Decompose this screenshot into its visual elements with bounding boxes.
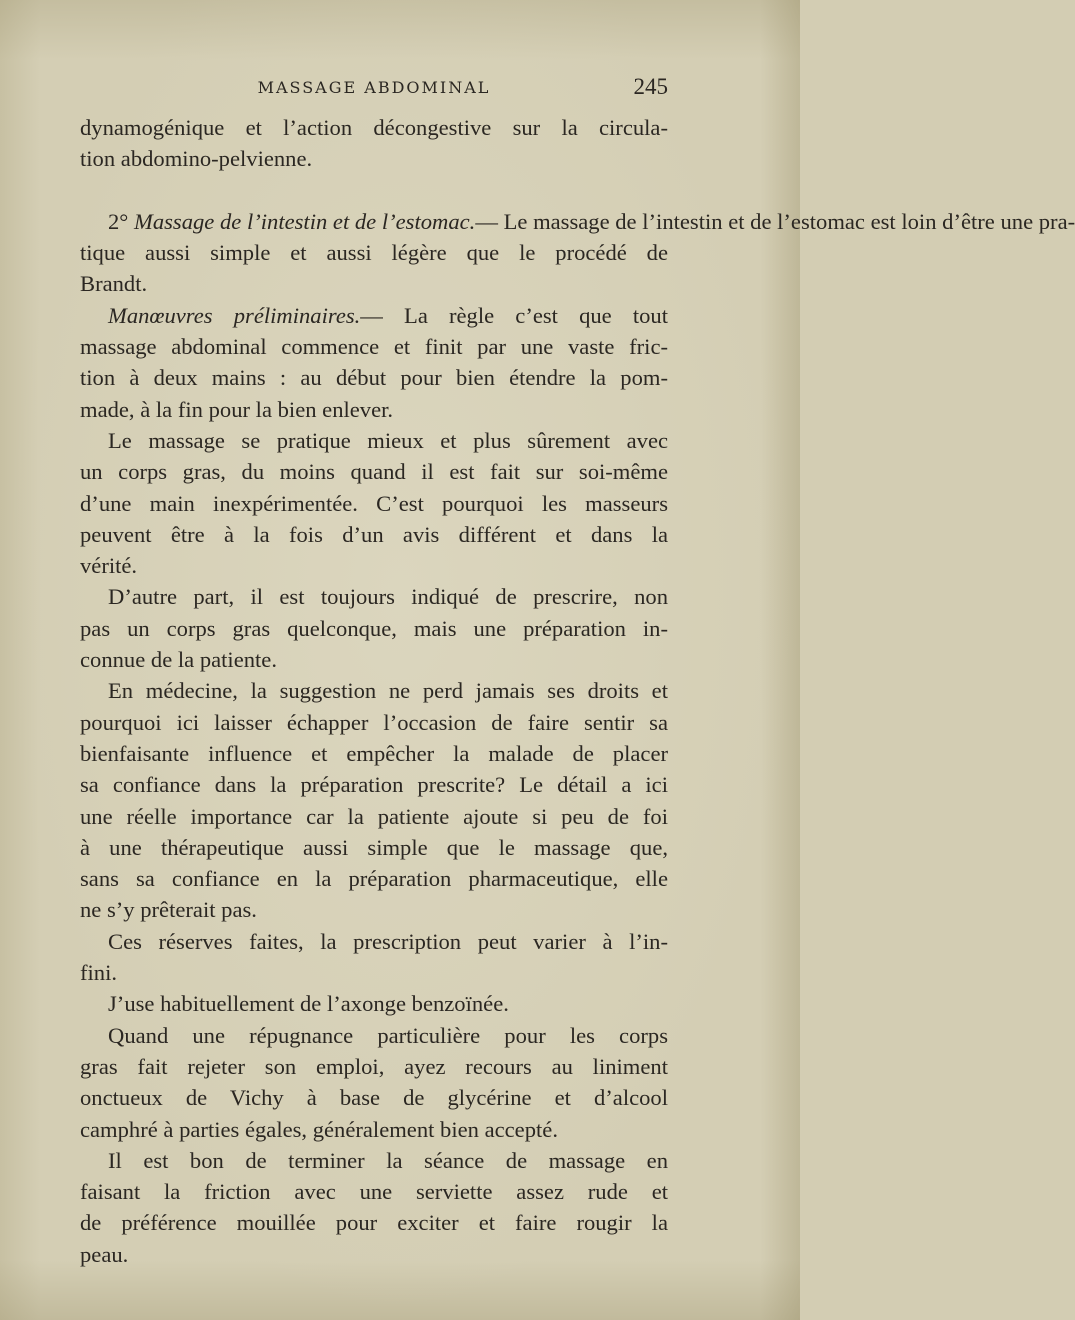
text-line: tique aussi simple et aussi légère que le procédé de: [80, 240, 668, 266]
text-line: tion à deux mains : au début pour bien étendre la pom-: [80, 365, 668, 391]
text-line: sa confiance dans la préparation prescrite? Le détail a ici: [80, 772, 668, 798]
text-line: camphré à parties égales, généralement bien accepté.: [80, 1116, 558, 1142]
text-line: dynamogénique et l’action décongestive sur la circula-: [80, 115, 668, 140]
text-line: bienfaisante influence et empêcher la malade de placer: [80, 740, 668, 766]
page-number: 245: [633, 74, 668, 99]
text-line: pas un corps gras quelconque, mais une préparation in-: [80, 615, 668, 641]
text-line: Le massage se pratique mieux et plus sûrement avec: [108, 427, 668, 453]
text-line: tion abdomino-pelvienne.: [80, 146, 313, 172]
text-line: peau.: [80, 1241, 129, 1267]
text-line: massage abdominal commence et finit par une vaste fric-: [80, 334, 668, 360]
section-heading-line: [80, 206, 1075, 237]
text-line: à une thérapeutique aussi simple que le massage que,: [80, 834, 668, 860]
section-dash: —: [475, 208, 498, 234]
text-line: d’une main inexpérimentée. C’est pourquoi les masseurs: [80, 490, 668, 516]
page-header: [80, 74, 668, 104]
section-title: Massage de l’intestin et de l’estomac.: [134, 208, 476, 234]
text-line: pourquoi ici laisser échapper l’occasion de faire sentir sa: [80, 709, 668, 735]
text-line: une réelle importance car la patiente ajoute si peu de foi: [80, 803, 668, 829]
text-line: J’use habituellement de l’axonge benzoïnée.: [108, 991, 509, 1017]
text-line: En médecine, la suggestion ne perd jamais ses droits et: [108, 678, 668, 704]
text-line: gras fait rejeter son emploi, ayez recours au liniment: [80, 1053, 668, 1079]
subheading-dash: —: [360, 302, 383, 328]
text-line: de préférence mouillée pour exciter et faire rougir la: [80, 1210, 668, 1236]
text-line: onctueux de Vichy à base de glycérine et d’alcool: [80, 1085, 668, 1111]
text-line: ne s’y prêterait pas.: [80, 897, 257, 923]
text-line: Il est bon de terminer la séance de massage en: [108, 1147, 668, 1173]
subheading-line: [80, 300, 668, 331]
text-line: La règle c’est que tout: [404, 302, 668, 328]
text-line: sans sa confiance en la préparation pharmaceutique, elle: [80, 866, 668, 892]
blank-line: [80, 175, 668, 206]
text-line: Brandt.: [80, 271, 148, 297]
section-number: 2°: [108, 208, 129, 234]
text-line: faisant la friction avec une serviette assez rude et: [80, 1179, 668, 1205]
text-line: vérité.: [80, 553, 138, 579]
text-line: Quand une répugnance particulière pour les corps: [108, 1022, 668, 1048]
text-line: un corps gras, du moins quand il est fait sur soi-même: [80, 459, 668, 485]
text-line: D’autre part, il est toujours indiqué de prescrire, non: [108, 584, 668, 610]
text-line: Le massage de l’intestin et de l’estomac est loin d’être une pra-: [503, 208, 1075, 234]
running-title: MASSAGE ABDOMINAL: [257, 78, 491, 97]
text-line: connue de la patiente.: [80, 647, 277, 673]
subheading-title: Manœuvres préliminaires.: [108, 302, 361, 328]
text-line: fini.: [80, 960, 118, 986]
text-line: Ces réserves faites, la prescription peut varier à l’in-: [108, 928, 668, 954]
text-line: made, à la fin pour la bien enlever.: [80, 396, 394, 422]
text-line: peuvent être à la fois d’un avis différent et dans la: [80, 521, 668, 547]
body-text: [80, 112, 1075, 1270]
